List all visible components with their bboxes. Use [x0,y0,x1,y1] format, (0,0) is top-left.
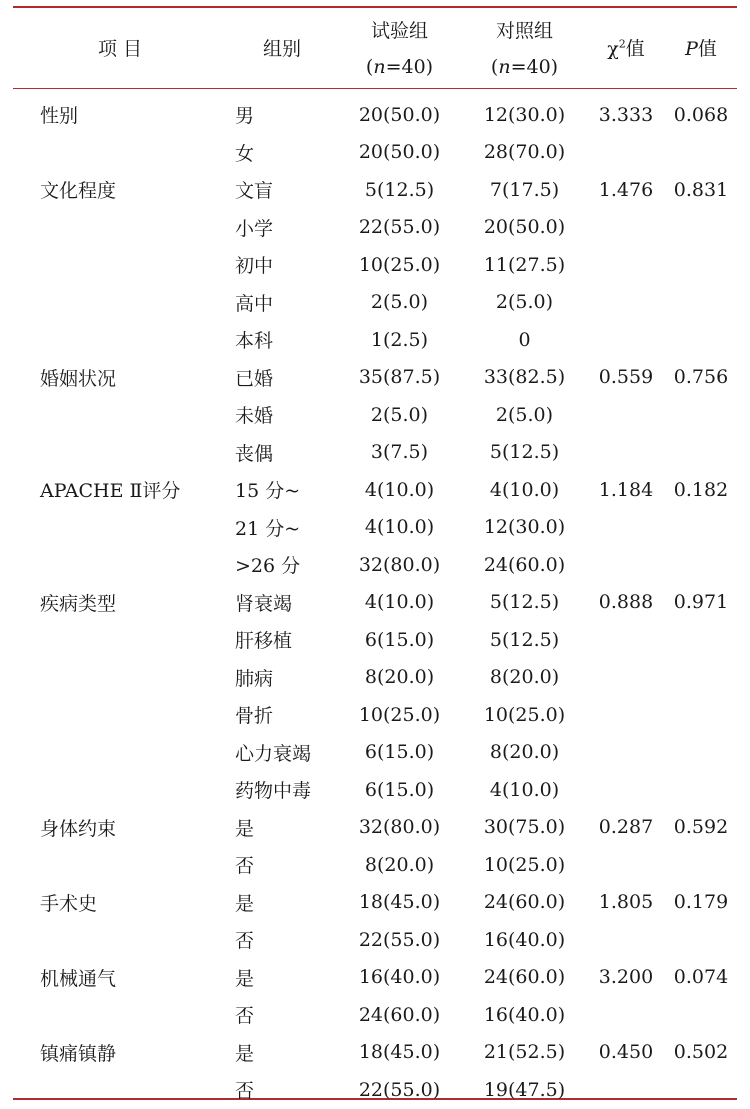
header-exp-n-var: n [373,56,386,78]
row-chi-cell [587,996,665,1034]
header-chi-sup: 2 [618,37,626,51]
table-row [13,659,737,697]
row-ctrl-cell: 4(10.0) [489,778,560,801]
header-row [13,10,737,88]
table-row [13,996,737,1034]
row-p-cell: 0.831 [673,178,729,201]
row-ctrl-cell: 10(25.0) [483,703,566,726]
row-p-cell [665,246,737,284]
row-group-cell: 21 分~ [235,517,301,540]
row-ctrl-cell: 0 [518,328,531,351]
row-exp-cell: 22(55.0) [358,928,441,951]
header-group-label: 组别 [262,38,301,60]
row-ctrl-cell: 16(40.0) [483,1003,566,1026]
header-chi-base: χ [607,38,619,60]
row-group-cell: 文盲 [235,180,274,203]
row-ctrl-cell: 30(75.0) [483,816,566,839]
row-group-cell: 已婚 [235,367,274,390]
row-exp-cell: 20(50.0) [358,141,441,164]
row-item-cell [13,284,227,322]
row-ctrl-cell: 12(30.0) [483,103,566,126]
row-exp-cell: 32(80.0) [358,553,441,576]
row-exp-cell: 22(55.0) [358,1078,441,1101]
row-p-cell [665,659,737,697]
table-row [13,434,737,472]
row-exp-cell: 2(5.0) [370,291,429,314]
row-group-cell: 初中 [235,255,274,278]
row-group-cell: >26 分 [235,555,301,578]
row-item-cell [13,996,227,1034]
header-ctrl [462,10,587,88]
row-p-cell: 0.068 [673,103,729,126]
row-ctrl-cell: 28(70.0) [483,141,566,164]
table-row [13,509,737,547]
row-group-cell: 否 [235,855,255,878]
row-item-cell: 性别 [40,105,79,128]
row-item-cell [13,621,227,659]
header-ctrl-n-val: =40 [510,56,551,78]
row-exp-cell: 5(12.5) [364,178,435,201]
row-p-cell [665,509,737,547]
header-p [665,10,737,88]
row-group-cell: 丧偶 [235,442,274,465]
header-chi-tail: 值 [625,38,645,60]
header-exp-n: (n=40) [365,56,434,78]
row-p-cell [665,134,737,172]
row-chi-cell [587,846,665,884]
row-ctrl-cell: 21(52.5) [483,1041,566,1064]
table-row [13,246,737,284]
table-row [13,846,737,884]
row-item-cell [13,1071,227,1109]
top-rule [13,6,737,8]
row-item-cell: 身体约束 [40,817,117,840]
row-chi-cell: 1.184 [598,478,654,501]
row-exp-cell: 1(2.5) [370,328,429,351]
row-p-cell [665,546,737,584]
row-exp-cell: 24(60.0) [358,1003,441,1026]
row-chi-cell: 1.805 [598,891,654,914]
table-row [13,959,737,997]
row-item-cell [13,771,227,809]
row-chi-cell [587,246,665,284]
row-group-cell: 本科 [235,330,274,353]
header-ctrl-label: 对照组 [495,20,553,42]
row-ctrl-cell: 24(60.0) [483,966,566,989]
row-p-cell [665,696,737,734]
row-p-cell [665,209,737,247]
row-p-cell: 0.971 [673,591,729,614]
header-chi [587,10,665,88]
row-p-cell [665,846,737,884]
row-group-cell: 肺病 [235,667,274,690]
table-row [13,321,737,359]
header-item-label: 项 目 [97,38,143,60]
row-group-cell: 男 [235,105,255,128]
row-exp-cell: 3(7.5) [370,441,429,464]
table-row [13,284,737,322]
table-row [13,134,737,172]
row-chi-cell [587,509,665,547]
row-p-cell [665,321,737,359]
row-item-cell: 手术史 [40,892,98,915]
row-exp-cell: 18(45.0) [358,1041,441,1064]
table-row [13,584,737,622]
row-ctrl-cell: 8(20.0) [489,666,560,689]
row-ctrl-cell: 11(27.5) [483,253,566,276]
row-p-cell: 0.502 [673,1041,729,1064]
row-p-cell [665,1071,737,1109]
row-exp-cell: 4(10.0) [364,478,435,501]
row-chi-cell [587,659,665,697]
row-item-cell: APACHE Ⅱ评分 [40,480,181,503]
row-chi-cell: 0.287 [598,816,654,839]
row-exp-cell: 8(20.0) [364,853,435,876]
row-exp-cell: 35(87.5) [358,366,441,389]
table-row [13,621,737,659]
row-chi-cell [587,546,665,584]
row-chi-cell [587,1071,665,1109]
row-exp-cell: 32(80.0) [358,816,441,839]
row-ctrl-cell: 24(60.0) [483,891,566,914]
header-p-var: P [685,38,698,60]
row-group-cell: 否 [235,1080,255,1103]
row-item-cell: 疾病类型 [40,592,117,615]
baseline-table [13,10,737,1109]
row-exp-cell: 2(5.0) [370,403,429,426]
header-exp [337,10,462,88]
row-chi-cell [587,434,665,472]
row-chi-cell: 0.450 [598,1041,654,1064]
row-item-cell [13,846,227,884]
row-exp-cell: 6(15.0) [364,741,435,764]
table-row [13,696,737,734]
header-item [13,10,227,88]
table-body [13,88,737,1109]
row-p-cell [665,621,737,659]
row-ctrl-cell: 5(12.5) [489,591,560,614]
row-exp-cell: 10(25.0) [358,703,441,726]
row-group-cell: 15 分~ [235,480,301,503]
table-row [13,771,737,809]
row-chi-cell: 3.200 [598,966,654,989]
row-p-cell: 0.179 [673,891,729,914]
row-ctrl-cell: 7(17.5) [489,178,560,201]
row-item-cell [13,209,227,247]
row-group-cell: 未婚 [235,405,274,428]
row-chi-cell: 0.559 [598,366,654,389]
row-chi-cell [587,696,665,734]
row-exp-cell: 16(40.0) [358,966,441,989]
row-item-cell [13,509,227,547]
table-row [13,1034,737,1072]
row-item-cell: 镇痛镇静 [40,1042,117,1065]
table-row [13,396,737,434]
row-chi-cell [587,734,665,772]
row-item-cell [13,434,227,472]
row-ctrl-cell: 16(40.0) [483,928,566,951]
row-group-cell: 肝移植 [235,630,293,653]
row-chi-cell [587,209,665,247]
header-group [227,10,337,88]
row-ctrl-cell: 24(60.0) [483,553,566,576]
row-item-cell [13,246,227,284]
row-item-cell [13,734,227,772]
row-group-cell: 小学 [235,217,274,240]
row-item-cell [13,134,227,172]
row-group-cell: 是 [235,817,255,840]
row-exp-cell: 20(50.0) [358,103,441,126]
row-chi-cell [587,771,665,809]
row-group-cell: 高中 [235,292,274,315]
row-ctrl-cell: 2(5.0) [495,291,554,314]
row-ctrl-cell: 5(12.5) [489,628,560,651]
row-p-cell: 0.592 [673,816,729,839]
table-row [13,209,737,247]
row-item-cell [13,696,227,734]
row-chi-cell [587,134,665,172]
row-item-cell: 机械通气 [40,967,117,990]
row-group-cell: 药物中毒 [235,780,312,803]
row-exp-cell: 4(10.0) [364,591,435,614]
row-item-cell [13,921,227,959]
row-group-cell: 肾衰竭 [235,592,293,615]
table-row [13,809,737,847]
row-chi-cell: 3.333 [598,103,654,126]
row-ctrl-cell: 19(47.5) [483,1078,566,1101]
row-ctrl-cell: 2(5.0) [495,403,554,426]
header-p-tail: 值 [697,38,717,60]
table-row [13,884,737,922]
row-exp-cell: 6(15.0) [364,778,435,801]
row-chi-cell [587,921,665,959]
table-row [13,471,737,509]
row-p-cell: 0.756 [673,366,729,389]
row-p-cell [665,996,737,1034]
row-exp-cell: 22(55.0) [358,216,441,239]
row-ctrl-cell: 33(82.5) [483,366,566,389]
row-exp-cell: 18(45.0) [358,891,441,914]
header-ctrl-n-var: n [498,56,511,78]
row-exp-cell: 10(25.0) [358,253,441,276]
row-chi-cell: 0.888 [598,591,654,614]
row-p-cell: 0.074 [673,966,729,989]
row-item-cell [13,546,227,584]
row-item-cell: 婚姻状况 [40,367,117,390]
table-row [13,88,737,134]
table-row [13,171,737,209]
row-item-cell: 文化程度 [40,180,117,203]
row-group-cell: 骨折 [235,705,274,728]
header-ctrl-n: (n=40) [490,56,559,78]
row-group-cell: 是 [235,1042,255,1065]
row-p-cell [665,284,737,322]
row-group-cell: 是 [235,967,255,990]
row-item-cell [13,659,227,697]
row-group-cell: 否 [235,930,255,953]
row-ctrl-cell: 5(12.5) [489,441,560,464]
row-chi-cell [587,284,665,322]
row-p-cell [665,921,737,959]
row-exp-cell: 4(10.0) [364,516,435,539]
row-chi-cell: 1.476 [598,178,654,201]
row-chi-cell [587,396,665,434]
row-chi-cell [587,321,665,359]
row-group-cell: 是 [235,892,255,915]
header-exp-label: 试验组 [370,20,428,42]
row-ctrl-cell: 20(50.0) [483,216,566,239]
row-ctrl-cell: 10(25.0) [483,853,566,876]
row-group-cell: 心力衰竭 [235,742,312,765]
table-row [13,359,737,397]
row-item-cell [13,396,227,434]
table-row [13,921,737,959]
row-p-cell [665,771,737,809]
row-p-cell [665,396,737,434]
row-exp-cell: 8(20.0) [364,666,435,689]
row-ctrl-cell: 12(30.0) [483,516,566,539]
row-p-cell [665,434,737,472]
row-ctrl-cell: 8(20.0) [489,741,560,764]
row-exp-cell: 6(15.0) [364,628,435,651]
table-row [13,1071,737,1109]
header-exp-n-val: =40 [385,56,426,78]
row-chi-cell [587,621,665,659]
table-row [13,546,737,584]
row-p-cell: 0.182 [673,478,729,501]
row-group-cell: 否 [235,1005,255,1028]
row-p-cell [665,734,737,772]
row-ctrl-cell: 4(10.0) [489,478,560,501]
row-group-cell: 女 [235,142,255,165]
row-item-cell [13,321,227,359]
table-row [13,734,737,772]
